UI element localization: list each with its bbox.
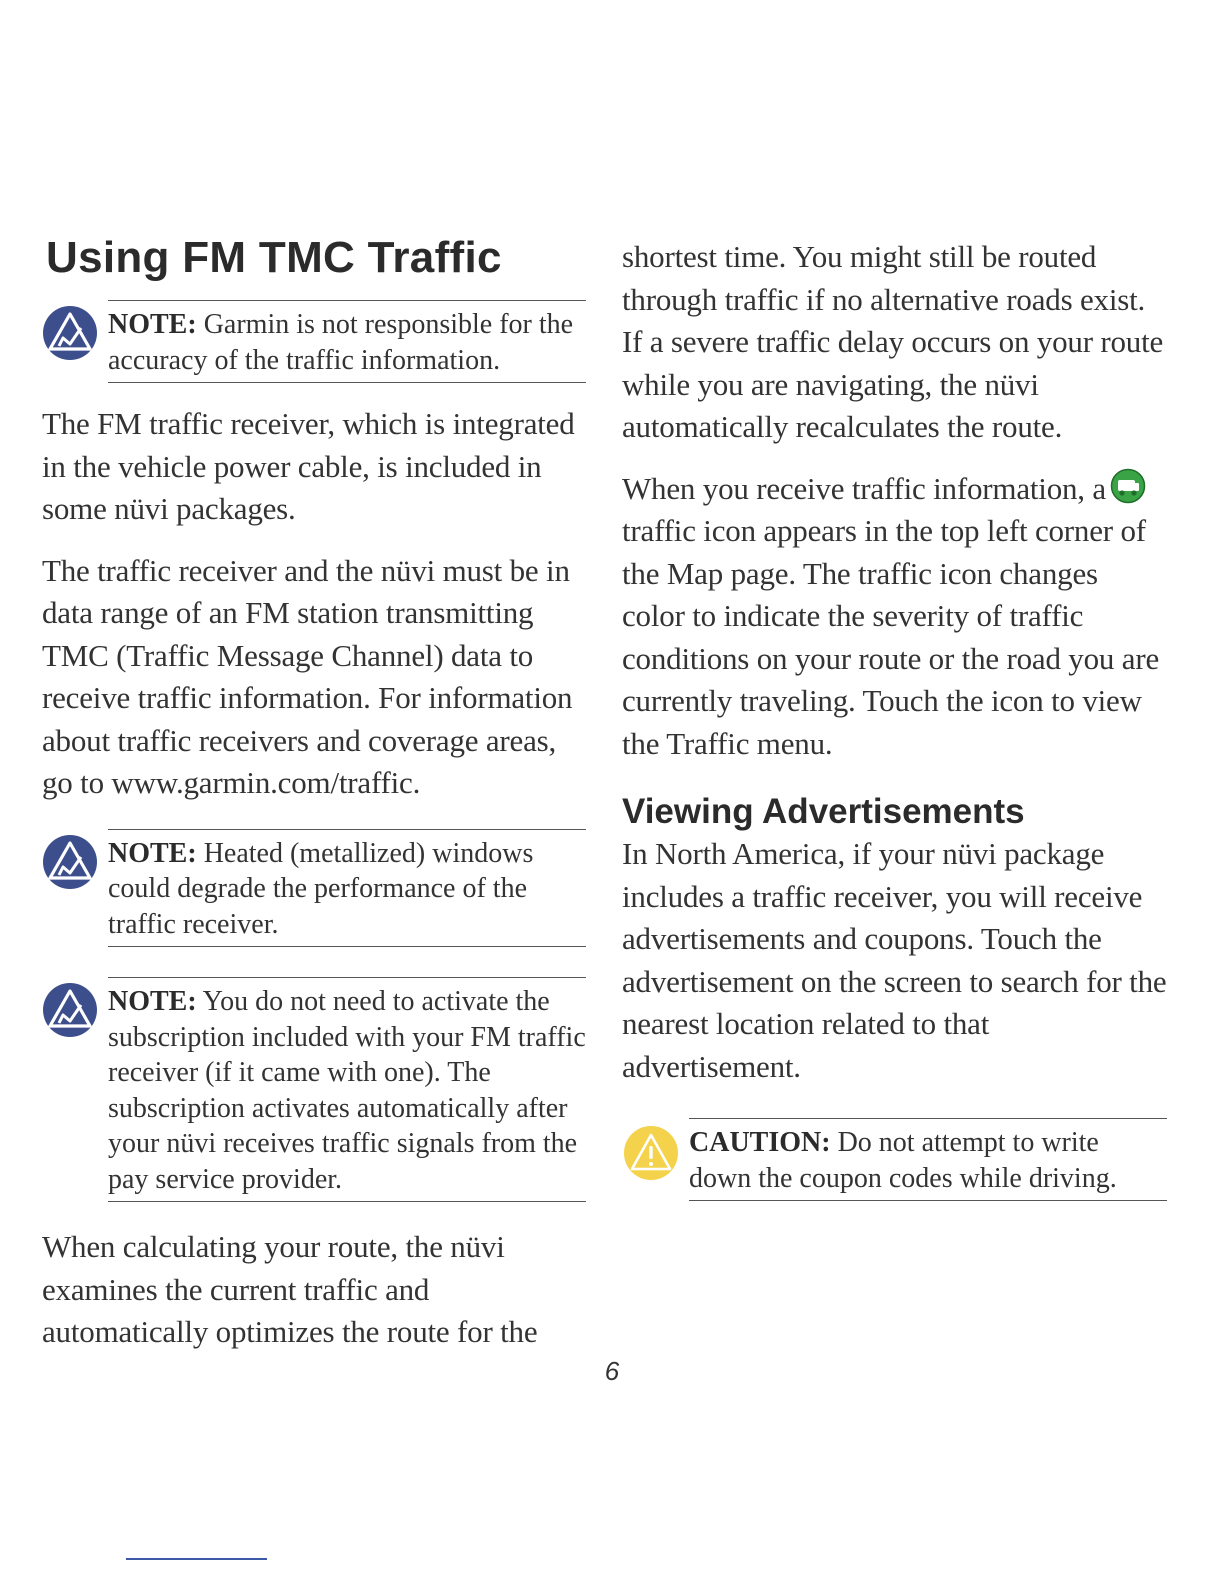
page-number: 6 [604, 1356, 620, 1386]
note-box [108, 977, 586, 1202]
paragraph: The traffic receiver and the nüvi must be in data range of an FM station transmitting TMC (Traffic Message Channel) data to receive traffic information. For information about traffic receivers and coverage areas, go to www.garmin.com/traffic. [42, 552, 573, 800]
note-label: NOTE: [108, 837, 197, 869]
note-body: Garmin is not responsible for the accuracy of the traffic information. [108, 309, 574, 376]
paragraph: shortest time. You might still be routed through traffic if no alternative roads exist. If a severe traffic delay occurs on your route while you are navigating, the nüvi automatically recalculates the route. [622, 239, 1164, 444]
caution-box [689, 1118, 1167, 1201]
note-text [108, 984, 586, 1197]
paragraph: When calculating your route, the nüvi examines the current traffic and automatically optimizes the route for the [42, 1229, 538, 1349]
caution-body: Do not attempt to write down the coupon codes while driving. [689, 1127, 1117, 1194]
caution-icon [623, 1125, 679, 1181]
paragraph-start: When you receive traffic information, a [622, 470, 1106, 506]
traffic-icon[interactable] [1110, 468, 1146, 504]
paragraph: The FM traffic receiver, which is integrated in the vehicle power cable, is included in some nüvi packages. [42, 406, 575, 526]
note-body: You do not need to activate the subscription included with your FM traffic receiver (if it came with one). The subscription activates automatically after your nüvi receives traffic signals from the pay service provider. [108, 986, 586, 1195]
paragraph: In North America, if your nüvi package includes a traffic receiver, you will receive advertisements and coupons. Touch the advertisement on the screen to search for the nearest location related to that advertisement. [622, 836, 1167, 1084]
note-box [108, 300, 586, 383]
note-text [108, 836, 586, 943]
note-icon [42, 305, 98, 361]
paragraph [622, 468, 1167, 766]
paragraph-end: traffic icon appears in the top left corner of the Map page. The traffic icon changes color to indicate the severity of traffic conditions on your route or the road you are currently traveling. Touch the icon to view the Traffic menu. [622, 513, 1159, 761]
bottom-rule [126, 1558, 267, 1560]
note-body: Heated (metallized) windows could degrade the performance of the traffic receiver. [108, 837, 534, 940]
section-heading: Viewing Advertisements [622, 792, 1025, 831]
caution-label: CAUTION: [689, 1127, 831, 1158]
note-icon [42, 982, 98, 1038]
note-text [108, 307, 586, 378]
note-label: NOTE: [108, 309, 197, 340]
note-label: NOTE: [108, 986, 197, 1017]
caution-text [689, 1125, 1167, 1196]
note-icon [42, 834, 98, 890]
note-box [108, 829, 586, 948]
right-column [622, 236, 1167, 1201]
section-title: Using FM TMC Traffic [46, 233, 502, 282]
left-column [42, 232, 586, 1354]
